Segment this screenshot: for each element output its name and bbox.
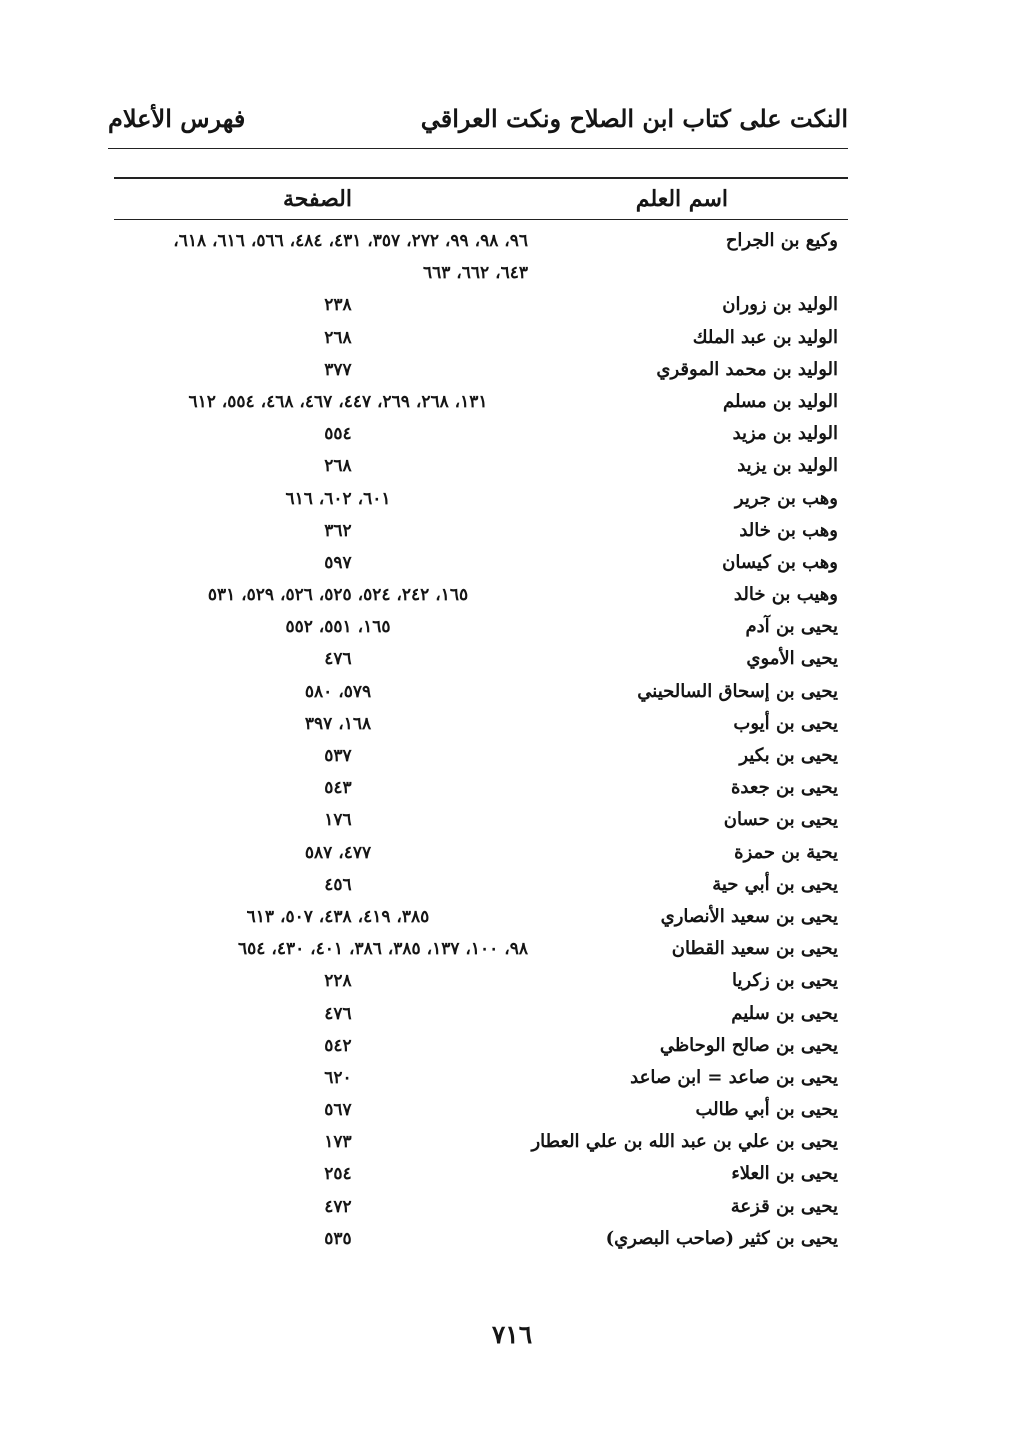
person-name: يحيى بن صالح الوحاظي <box>659 1034 838 1056</box>
person-name: يحيى بن بكير <box>739 745 838 766</box>
page-column-header: الصفحة <box>282 186 352 212</box>
person-name: يحيى بن سعيد القطان <box>671 938 838 960</box>
page-references: ٥٩٧ <box>324 552 352 573</box>
table-row <box>114 709 848 741</box>
table-row <box>114 1095 848 1127</box>
page-references: ١٧٣ <box>324 1132 352 1153</box>
page-references: ١٦٨، ٣٩٧ <box>304 713 372 734</box>
page-references: ٥٦٧ <box>324 1100 352 1121</box>
page-references: ٣٧٧ <box>324 359 352 380</box>
person-name: يحيى بن سعيد الأنصاري <box>660 905 838 927</box>
table-row <box>114 644 848 676</box>
person-name: الوليد بن محمد الموقري <box>656 358 838 380</box>
person-name: وهب بن كيسان <box>722 551 838 573</box>
table-row <box>114 580 848 612</box>
page-references: ١٦٥، ٥٥١، ٥٥٢ <box>285 617 391 638</box>
name-column-header: اسم العلم <box>635 186 728 212</box>
table-row <box>114 1127 848 1159</box>
table-row <box>114 419 848 451</box>
page-references: ٢٦٨ <box>324 456 352 477</box>
table-row <box>114 387 848 419</box>
table-row <box>114 741 848 773</box>
table-row <box>114 323 848 355</box>
page-references: ٦٠١، ٦٠٢، ٦١٦ <box>285 488 391 509</box>
page-references: ٤٧٦ <box>324 649 352 670</box>
person-name: يحيى بن أيوب <box>733 712 838 734</box>
page-references: ٦٢٠ <box>324 1067 352 1088</box>
table-row <box>114 966 848 998</box>
page-references: ٤٧٧، ٥٨٧ <box>304 842 372 863</box>
person-name: يحيى بن سليم <box>731 1002 838 1024</box>
table-row <box>114 773 848 805</box>
page-references: ٢٣٨ <box>324 295 352 316</box>
table-row <box>114 612 848 644</box>
person-name: الوليد بن زوران <box>722 294 838 316</box>
page-references: ٥٤٣ <box>324 778 352 799</box>
person-name: وكيع بن الجراح <box>725 230 838 251</box>
page-references: ٤٧٦ <box>324 1003 352 1024</box>
person-name: يحيى بن العلاء <box>731 1163 838 1185</box>
table-row <box>114 1063 848 1095</box>
page-references: ٥٣٧ <box>324 746 352 766</box>
table-row <box>114 484 848 516</box>
person-name: الوليد بن مسلم <box>722 390 838 412</box>
table-row <box>114 451 848 483</box>
person-name: يحيى بن زكريا <box>732 970 838 992</box>
table-row <box>114 516 848 548</box>
page-references: ٥٥٤ <box>324 424 352 445</box>
table-row <box>114 934 848 966</box>
table-row <box>114 226 848 258</box>
table-row <box>114 355 848 387</box>
table-row <box>114 1192 848 1224</box>
page-references: ١٧٦ <box>324 810 352 831</box>
page-references: ٣٨٥، ٤١٩، ٤٣٨، ٥٠٧، ٦١٣ <box>246 906 430 927</box>
page-references: ١٣١، ٢٦٨، ٢٦٩، ٤٤٧، ٤٦٧، ٤٦٨، ٥٥٤، ٦١٢ <box>188 391 488 412</box>
person-name: يحيى بن علي بن عبد الله بن علي العطار <box>531 1131 838 1153</box>
page-references: ٢٦٨ <box>324 327 352 348</box>
table-row <box>114 1159 848 1191</box>
table-row <box>114 677 848 709</box>
person-name: الوليد بن مزيد <box>732 423 838 445</box>
table-row <box>114 999 848 1031</box>
page-references: ٥٣٥ <box>324 1228 352 1249</box>
person-name: يحيى بن آدم <box>745 616 838 638</box>
page-references: ٥٧٩، ٥٨٠ <box>304 681 372 702</box>
section-title: فهرس الأعلام <box>108 104 246 133</box>
page-references: ٤٧٢ <box>324 1196 352 1217</box>
person-name: يحيى بن إسحاق السالحيني <box>637 680 838 702</box>
names-index-table <box>114 177 848 1256</box>
person-name: الوليد بن عبد الملك <box>692 326 838 348</box>
table-row <box>114 805 848 837</box>
table-header <box>114 177 848 220</box>
person-name: يحيى بن قزعة <box>730 1195 838 1217</box>
page-references: ٢٢٨ <box>324 971 352 992</box>
person-name: يحيى بن أبي طالب <box>695 1099 838 1121</box>
table-row <box>114 290 848 322</box>
person-name: يحيى بن جعدة <box>731 777 838 799</box>
person-name: يحيى بن كثير (صاحب البصري) <box>605 1227 838 1249</box>
person-name: يحيى بن حسان <box>723 809 838 831</box>
table-row <box>114 870 848 902</box>
table-row <box>114 902 848 934</box>
person-name: يحية بن حمزة <box>734 841 838 863</box>
table-row <box>114 1031 848 1063</box>
page-references: ٤٥٦ <box>324 874 352 895</box>
table-row <box>114 838 848 870</box>
person-name: الوليد بن يزيد <box>737 455 838 477</box>
person-name: وهب بن خالد <box>739 519 838 541</box>
page-references: ٢٥٤ <box>324 1164 352 1185</box>
page-references: ٣٦٢ <box>324 520 352 541</box>
page-number: ٧١٦ <box>491 1320 533 1349</box>
book-title: النكت على كتاب ابن الصلاح ونكت العراقي <box>420 104 848 133</box>
page-references: ٩٨، ١٠٠، ١٣٧، ٣٨٥، ٣٨٦، ٤٠١، ٤٣٠، ٦٥٤ <box>238 939 528 960</box>
table-row <box>114 258 848 290</box>
table-row <box>114 1224 848 1256</box>
page-references: ١٦٥، ٢٤٢، ٥٢٤، ٥٢٥، ٥٢٦، ٥٢٩، ٥٣١ <box>207 585 469 606</box>
index-rows <box>114 226 848 1256</box>
person-name: يحيى بن صاعد = ابن صاعد <box>630 1066 838 1088</box>
person-name: يحيى الأموي <box>746 648 838 670</box>
person-name: يحيى بن أبي حية <box>712 873 838 895</box>
person-name: وهيب بن خالد <box>733 584 838 606</box>
page-references: ٥٤٢ <box>324 1035 352 1056</box>
page-references: ٦٤٣، ٦٦٢، ٦٦٣ <box>422 263 528 284</box>
person-name: وهب بن جرير <box>734 487 838 509</box>
page-references: ٩٦، ٩٨، ٩٩، ٢٧٢، ٣٥٧، ٤٣١، ٤٨٤، ٥٦٦، ٦١٦، ٦١٨، <box>173 231 528 251</box>
running-head <box>108 102 848 149</box>
table-row <box>114 548 848 580</box>
